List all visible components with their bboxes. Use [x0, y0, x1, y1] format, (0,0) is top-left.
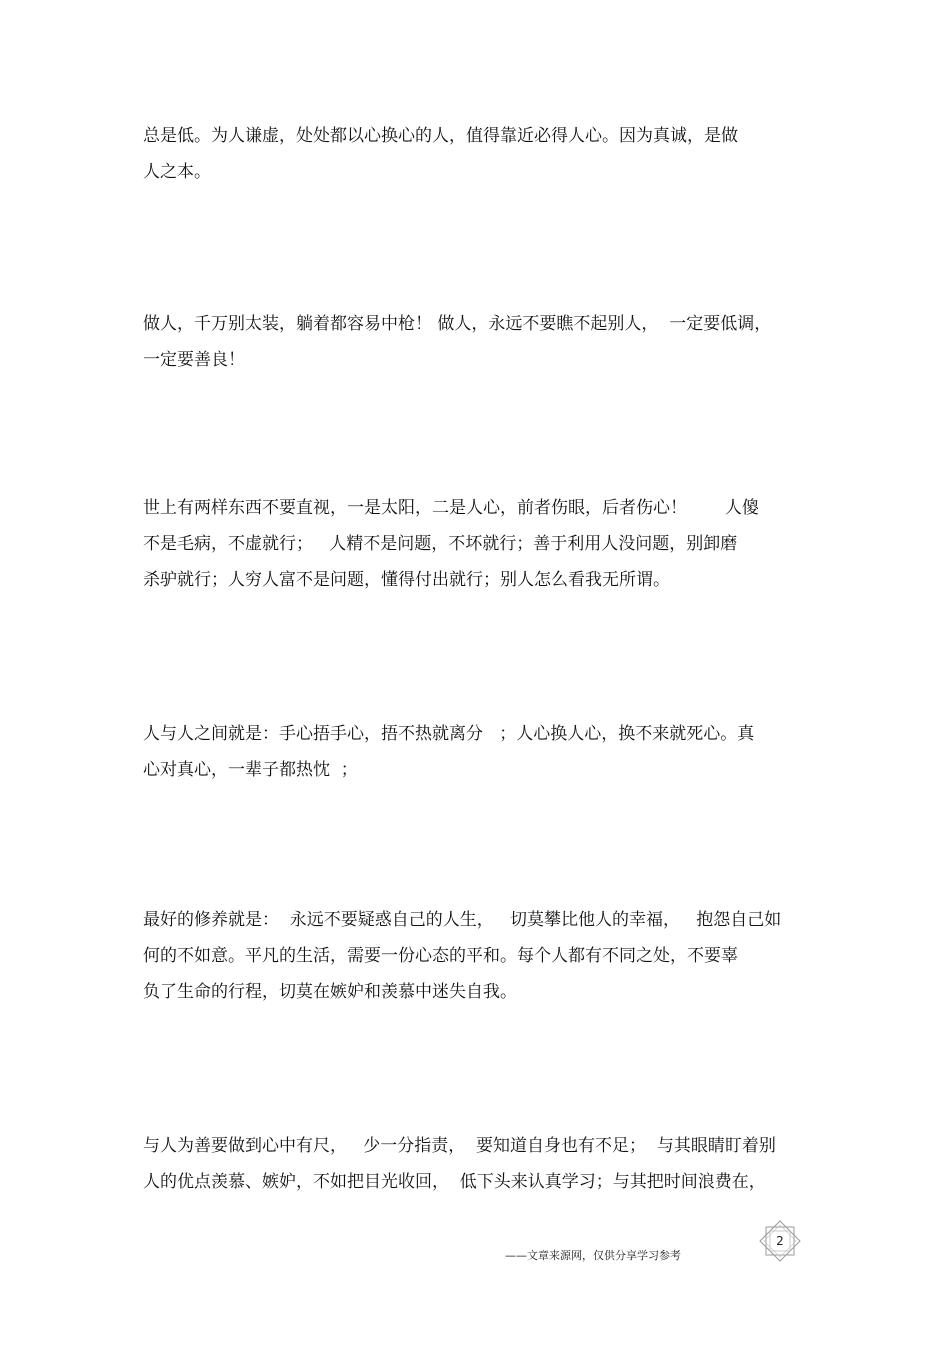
text-line: 世上有两样东西不要直视，一是太阳，二是人心，前者伤眼，后者伤心！ 人傻	[143, 498, 759, 518]
text-line: 与人为善要做到心中有尺， 少一分指责， 要知道自身也有不足； 与其眼睛盯着别	[143, 1136, 776, 1156]
paragraph-2	[143, 306, 823, 378]
paragraph-3	[143, 490, 823, 598]
paragraph-6	[143, 1128, 823, 1200]
page-number: 2	[776, 1234, 784, 1248]
text-line: 人与人之间就是：手心捂手心，捂不热就离分 ；人心换人心，换不来就死心。真	[143, 724, 755, 744]
paragraph-4	[143, 716, 823, 788]
paragraph-5	[143, 902, 823, 1010]
text-line: 总是低。为人谦虚，处处都以心换心的人，值得靠近必得人心。因为真诚，是做	[143, 126, 738, 146]
text-line: 人的优点羡慕、嫉妒，不如把目光收回， 低下头来认真学习；与其把时间浪费在，	[143, 1172, 766, 1192]
text-line: 最好的修养就是： 永远不要疑惑自己的人生， 切莫攀比他人的幸福， 抱怨自己如	[143, 910, 782, 930]
text-line: 做人，千万别太装，躺着都容易中枪！ 做人，永远不要瞧不起别人， 一定要低调，	[143, 314, 772, 334]
text-line: 负了生命的行程，切莫在嫉妒和羡慕中迷失自我。	[143, 982, 517, 1002]
text-line: 不是毛病，不虚就行； 人精不是问题，不坏就行；善于利用人没问题，别卸磨	[143, 534, 738, 554]
text-line: 一定要善良！	[143, 350, 245, 370]
page-number-badge	[757, 1220, 803, 1262]
text-line: 人之本。	[143, 162, 211, 182]
text-line: 何的不如意。平凡的生活，需要一份心态的平和。每个人都有不同之处，不要辜	[143, 946, 738, 966]
text-line: 杀驴就行；人穷人富不是问题，懂得付出就行；别人怎么看我无所谓。	[143, 570, 670, 590]
paragraph-1	[143, 118, 823, 190]
text-line: 心对真心，一辈子都热忱 ；	[143, 760, 358, 780]
footer-source-note: ——文章来源网，仅供分享学习参考	[505, 1249, 681, 1262]
